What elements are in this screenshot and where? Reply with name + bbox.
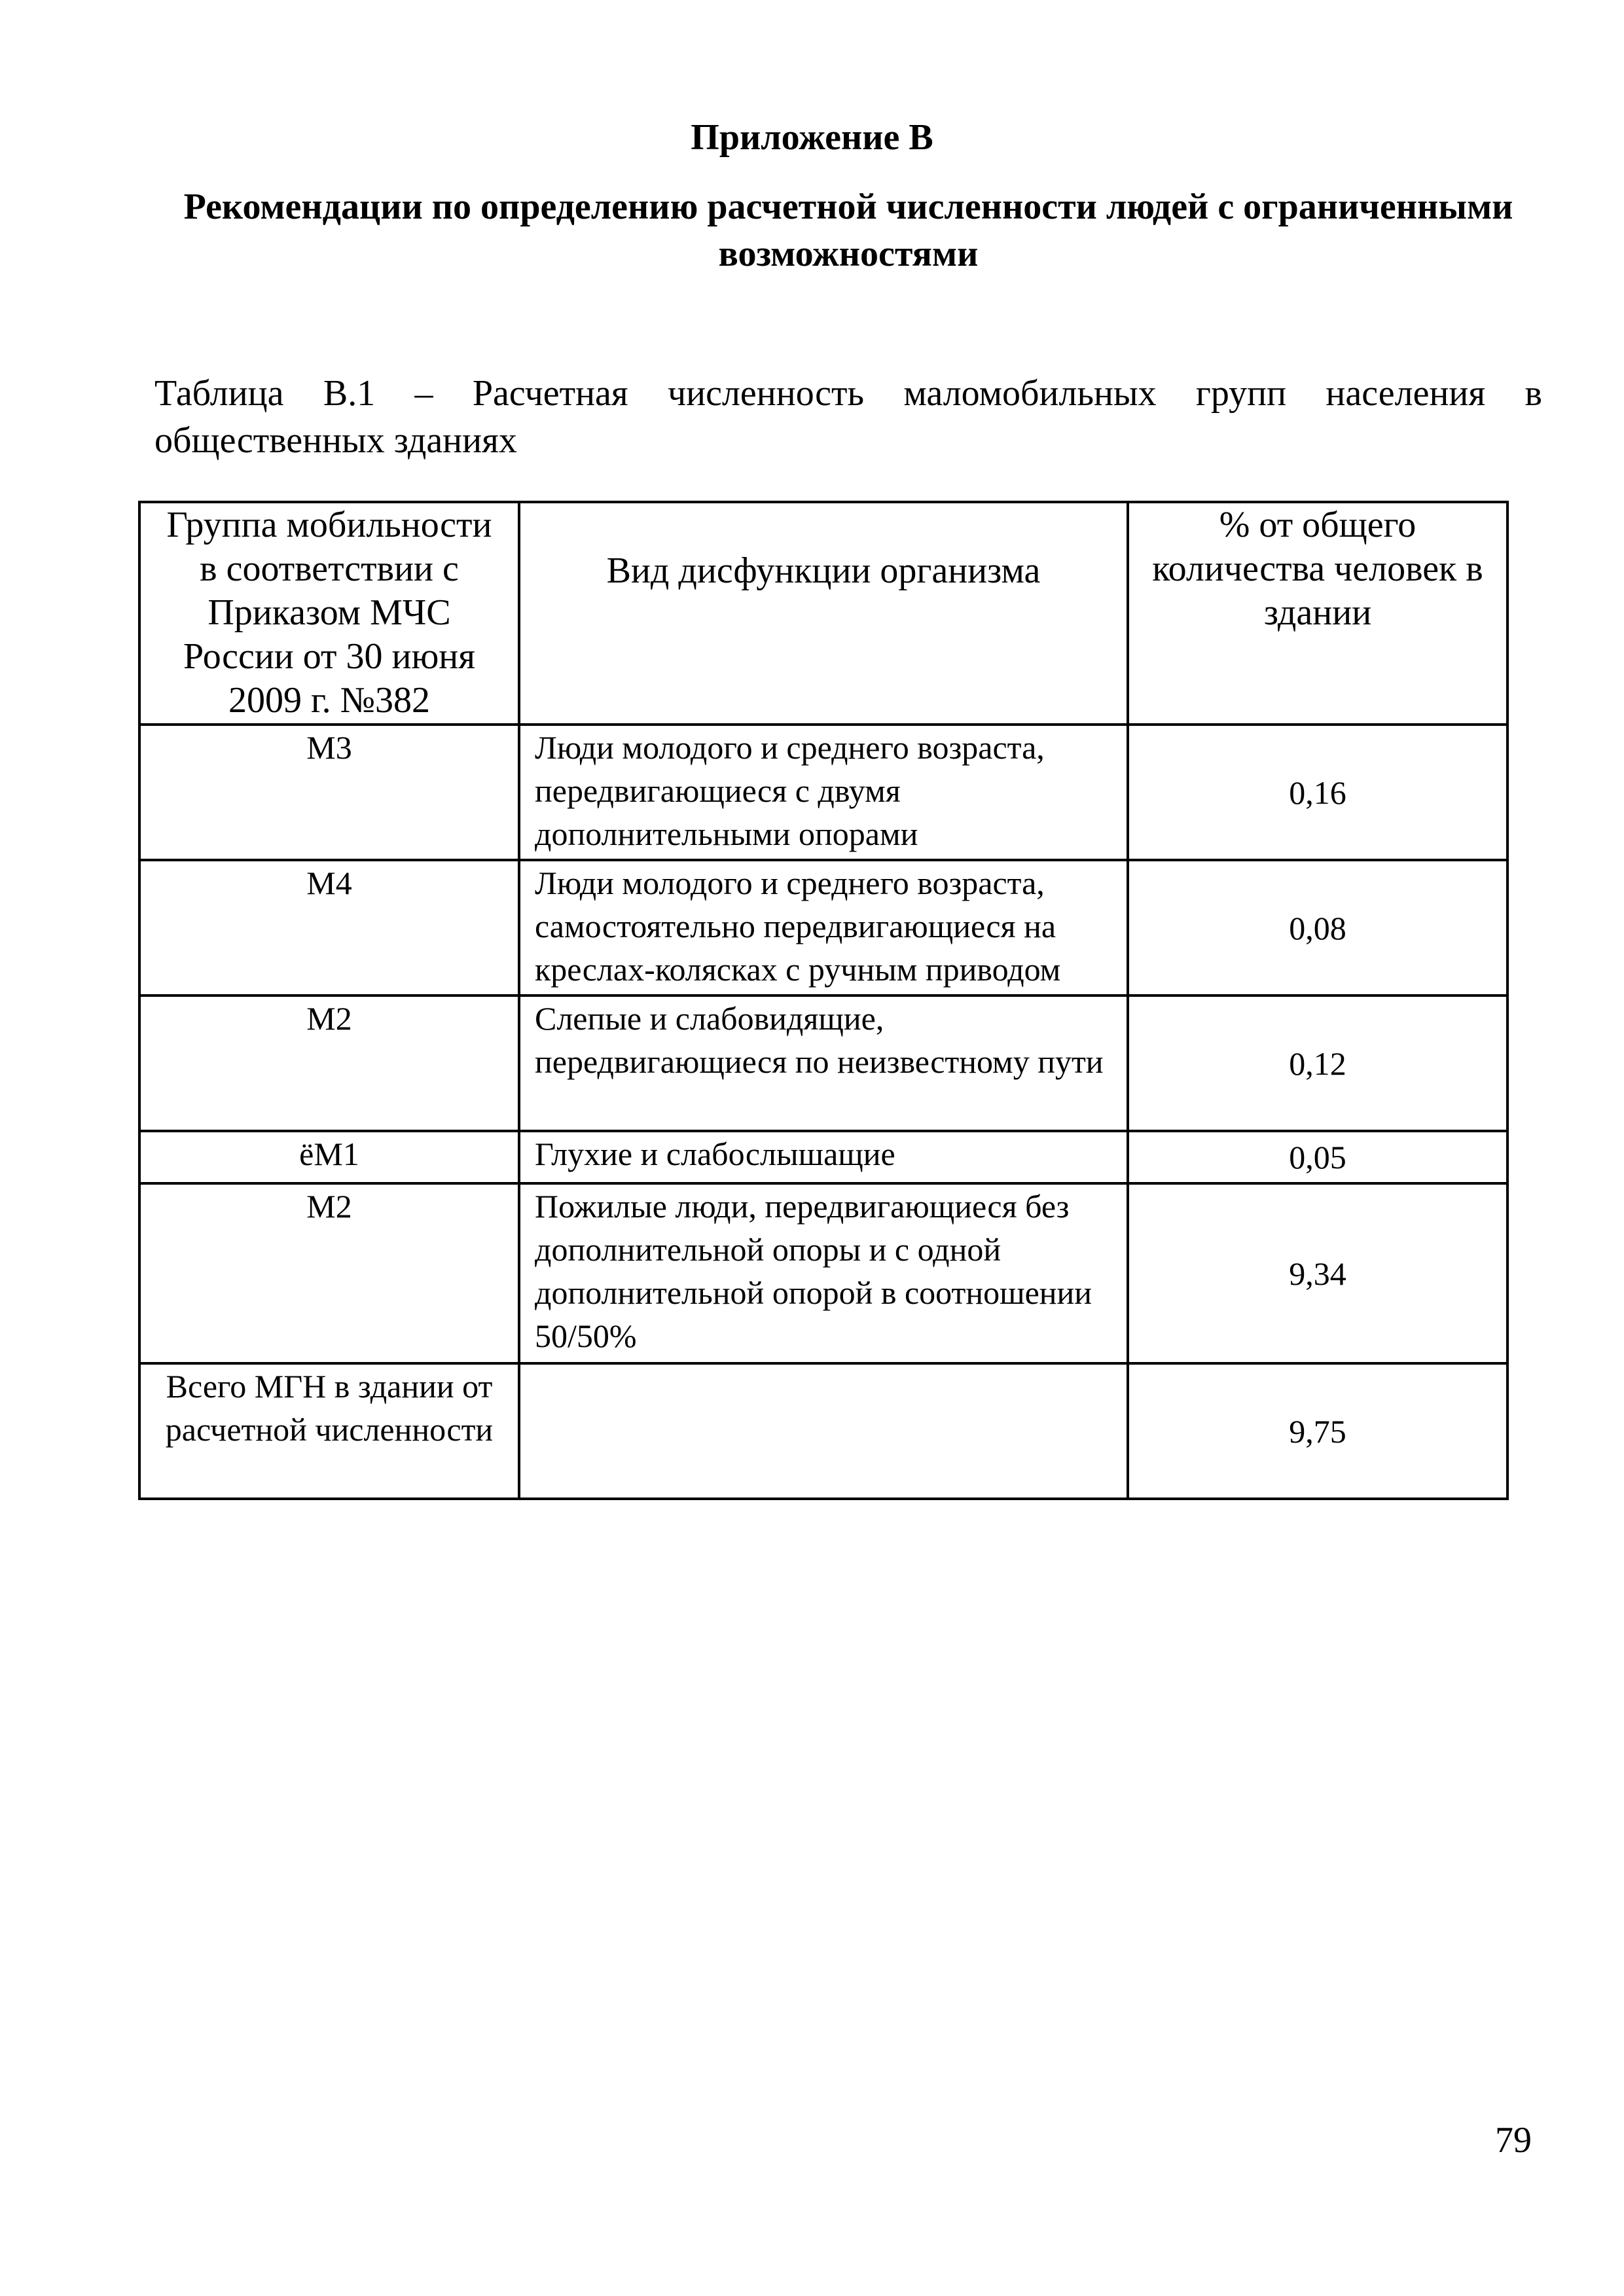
header-mobility-group: Группа мобильности в соответствии с Приказом МЧС России от 30 июня 2009 г. №382: [139, 502, 519, 725]
table-row: [139, 1183, 1507, 1363]
caption-word: Таблица: [154, 373, 284, 414]
cell-total-percent: 9,75: [1128, 1363, 1507, 1499]
caption-word: населения: [1326, 373, 1486, 414]
caption-word: в: [1525, 373, 1542, 414]
header-percent-of-total: % от общего количества человек в здании: [1128, 502, 1507, 725]
caption-word: В.1: [323, 373, 376, 414]
cell-percent: 9,34: [1128, 1183, 1507, 1363]
caption-word: –: [414, 373, 433, 414]
cell-percent: 0,05: [1128, 1131, 1507, 1183]
cell-description: Глухие и слабослышащие: [519, 1131, 1128, 1183]
table-total-row: [139, 1363, 1507, 1499]
cell-description: Люди молодого и среднего возраста, передвигающиеся с двумя дополнительными опорами: [519, 725, 1128, 860]
table-row: [139, 1131, 1507, 1183]
cell-description: Люди молодого и среднего возраста, самостоятельно передвигающиеся на креслах-колясках с ручным приводом: [519, 860, 1128, 996]
table-header-row: [139, 502, 1507, 725]
cell-percent: 0,08: [1128, 860, 1507, 996]
caption-word: численность: [668, 373, 864, 414]
cell-group: ёМ1: [139, 1131, 519, 1183]
caption-line-2: общественных зданиях: [154, 420, 517, 461]
cell-total-description: [519, 1363, 1128, 1499]
cell-description: Слепые и слабовидящие, передвигающиеся по неизвестному пути: [519, 996, 1128, 1131]
cell-group: М4: [139, 860, 519, 996]
cell-total-label: Всего МГН в здании от расчетной численности: [139, 1363, 519, 1499]
table-row: [139, 725, 1507, 860]
cell-percent: 0,12: [1128, 996, 1507, 1131]
caption-word: групп: [1195, 373, 1287, 414]
table-row: [139, 996, 1507, 1131]
cell-description: Пожилые люди, передвигающиеся без дополнительной опоры и с одной дополнительной опорой в соотношении 50/50%: [519, 1183, 1128, 1363]
page-number: 79: [1495, 2120, 1532, 2161]
cell-group: М2: [139, 996, 519, 1131]
header-dysfunction-type: Вид дисфункции организма: [519, 502, 1128, 725]
table-caption: [154, 370, 1542, 464]
cell-group: М3: [139, 725, 519, 860]
cell-group: М2: [139, 1183, 519, 1363]
caption-line-1: [154, 370, 1542, 417]
table-row: [139, 860, 1507, 996]
document-heading: Рекомендации по определению расчетной численности людей с ограниченными возможностями: [183, 187, 1513, 274]
caption-word: маломобильных: [903, 373, 1157, 414]
caption-word: Расчетная: [472, 373, 628, 414]
appendix-title: Приложение В: [691, 117, 933, 158]
mgn-table: [138, 501, 1509, 1500]
cell-percent: 0,16: [1128, 725, 1507, 860]
